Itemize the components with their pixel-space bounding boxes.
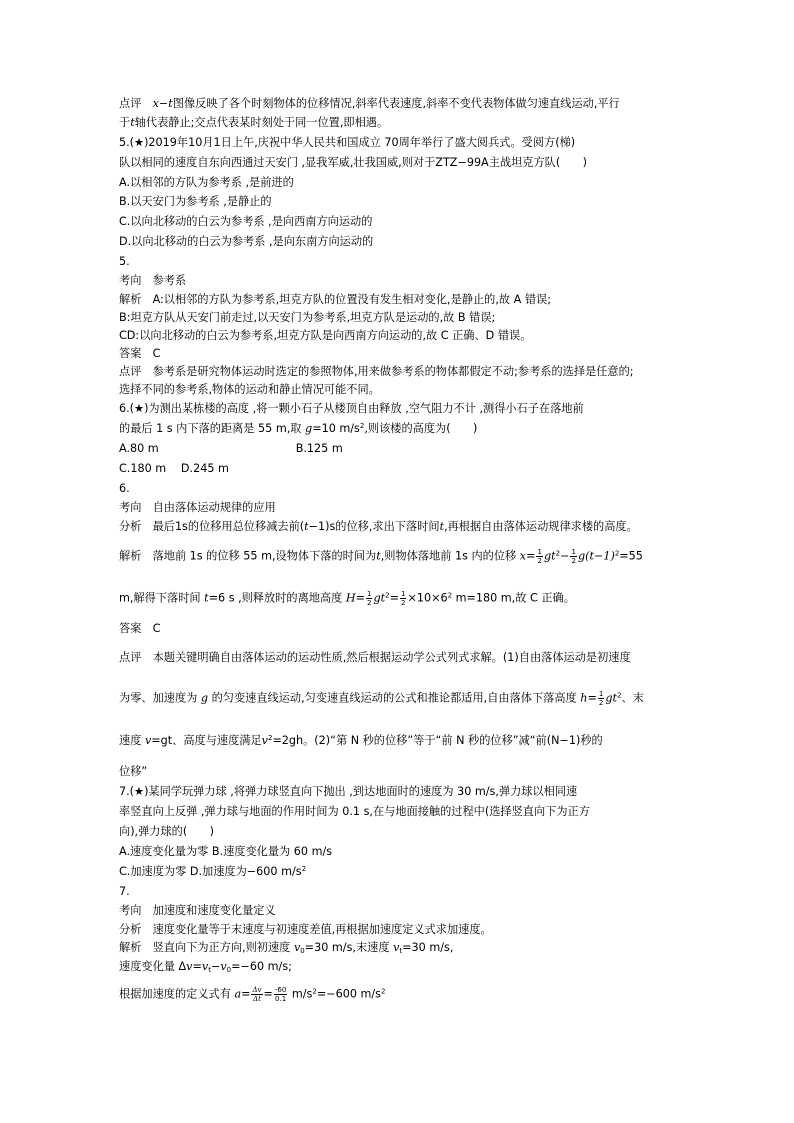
superscript: 2 xyxy=(312,987,317,996)
fraction: $\frac{\Delta v}{\Delta t}$ xyxy=(252,986,262,1003)
question-7-stem-2: 率竖直向上反弹 ,弹力球与地面的作用时间为 0.1 s,在与地面接触的过程中(选择竖直向下为正方 xyxy=(119,805,590,818)
answer-6-comment-2 xyxy=(119,690,644,707)
math: v xyxy=(201,960,209,973)
question-7-stem-3: 向),弹力球的( ) xyxy=(119,825,214,838)
text: m=180 m,故 C 正确。 xyxy=(452,591,575,605)
math: (t−1) xyxy=(585,549,615,563)
answer-6-comment-4: 位移” xyxy=(119,765,148,778)
math: g xyxy=(577,549,586,563)
math: H xyxy=(345,591,356,605)
math: v xyxy=(393,941,400,954)
text: 的最后 1 s 内下落的距离是 55 m,取 xyxy=(119,422,306,435)
question-6-stem-1: 6.(★)为测出某栋楼的高度 ,将一颗小石子从楼顶自由释放 ,空气阻力不计 ,测得小石子在落地前 xyxy=(119,402,584,415)
comment-line-1 xyxy=(119,96,620,112)
answer-6-topic: 考向 自由落体运动规律的应用 xyxy=(119,501,276,514)
question-7-options-ab: A.速度变化量为零 B.速度变化量为 60 m/s xyxy=(119,845,333,858)
fraction: $\frac{1}{2}$ xyxy=(598,690,604,707)
math: t xyxy=(130,116,135,129)
question-5-stem-2: 队以相同的速度自东向西通过天安门 ,显我军威,壮我国威,则对于ZTZ−99A主战坦克方队( ) xyxy=(119,156,587,169)
math: v xyxy=(293,941,301,954)
answer-6-number: 6. xyxy=(119,482,130,495)
text: 解析 落地前 1s 的位移 55 m,设物体下落的时间为 xyxy=(119,549,377,563)
text: −1)s的位移,求出下落时间 xyxy=(308,520,440,533)
math: gt xyxy=(605,691,618,705)
text: =gt、高度与速度满足 xyxy=(151,734,262,747)
math: t xyxy=(439,520,445,533)
math: a xyxy=(234,987,242,1001)
math: v xyxy=(220,960,227,973)
answer-6-solution-1 xyxy=(119,548,643,565)
question-7-options-cd xyxy=(119,864,306,880)
text: 轴代表静止;交点代表某时刻处于同一位置,即相遇。 xyxy=(134,116,389,129)
fraction: $\frac{1}{2}$ xyxy=(401,590,406,607)
text: = xyxy=(355,591,366,605)
math: t xyxy=(304,520,309,533)
question-5-option-b: B.以天安门为参考系 ,是静止的 xyxy=(119,195,272,208)
text: m,解得下落时间 xyxy=(119,591,205,605)
superscript: 2 xyxy=(359,422,365,430)
text: C.加速度为零 D.加速度为−600 m/s xyxy=(119,865,302,878)
question-6-options-cd: C.180 m D.245 m xyxy=(119,462,229,475)
question-5-option-c: C.以向北移动的白云为参考系 ,是向西南方向运动的 xyxy=(119,215,373,228)
math: gt xyxy=(543,549,556,563)
question-5-stem-1: 5.(★)2019年10月1日上午,庆祝中华人民共和国成立 70周年举行了盛大阅兵式。受阅方(梯) xyxy=(119,136,576,149)
question-7-stem-1: 7.(★)某同学玩弹力球 ,将弹力球竖直向下抛出 ,到达地面时的速度为 30 m/s,弹力球以相同速 xyxy=(119,785,578,798)
answer-7-topic: 考向 加速度和速度变化量定义 xyxy=(119,904,276,917)
text: =2gh。(2)“第 N 秒的位移”等于“前 N 秒的位移”减“前(N−1)秒的 xyxy=(272,734,603,747)
text: m/s xyxy=(288,987,313,1001)
text: 速度 xyxy=(119,734,145,747)
math: h xyxy=(580,691,588,705)
text: 分析 最后1s的位移用总位移减去前( xyxy=(119,520,305,533)
text: 为零、加速度为 xyxy=(119,691,201,705)
answer-5-number: 5. xyxy=(119,255,130,268)
superscript: 2 xyxy=(385,591,390,600)
text: ,则该楼的高度为( ) xyxy=(364,422,478,435)
superscript: 2 xyxy=(617,691,622,700)
fraction: $\frac{1}{2}$ xyxy=(537,548,542,565)
math: t xyxy=(376,549,381,563)
comment-line-2 xyxy=(119,115,388,131)
math: t xyxy=(204,591,209,605)
text: 于 xyxy=(119,116,131,129)
text: 的匀变速直线运动,匀变速直线运动的公式和推论都适用,自由落体下落高度 xyxy=(208,691,581,705)
subscript: t xyxy=(208,966,211,974)
text: − xyxy=(560,549,570,563)
text: ,再根据自由落体运动规律求楼的高度。 xyxy=(444,520,638,533)
fraction: $\frac{1}{2}$ xyxy=(367,590,372,607)
math: v xyxy=(186,960,193,973)
answer-7-solution-2 xyxy=(119,959,292,975)
answer-5-comment-2: 选择不同的参考系,物体的运动和静止情况可能不同。 xyxy=(119,383,380,396)
answer-6-answer: 答案 C xyxy=(119,622,161,635)
subscript: 0 xyxy=(226,966,232,974)
answer-7-solution-3 xyxy=(119,986,385,1003)
answer-7-analysis: 分析 速度变化量等于末速度与初速度差值,再根据加速度定义式求加速度。 xyxy=(119,923,492,936)
label: 点评 xyxy=(119,97,153,110)
math: g xyxy=(305,422,313,435)
text: 解析 竖直向下为正方向,则初速度 xyxy=(119,941,294,954)
answer-7-solution-1 xyxy=(119,940,453,956)
option-a: A.80 m xyxy=(119,442,159,455)
text: =30 m/s,末速度 xyxy=(304,941,394,954)
question-6-stem-2 xyxy=(119,421,477,437)
text: = xyxy=(263,987,273,1001)
text: =55 xyxy=(619,549,643,563)
answer-5-topic: 考向 参考系 xyxy=(119,274,187,287)
superscript: 2 xyxy=(267,734,273,742)
fraction: $\frac{-60}{0.1}$ xyxy=(274,986,287,1003)
text: − xyxy=(210,960,221,973)
fraction: $\frac{1}{2}$ xyxy=(571,548,576,565)
math: x xyxy=(519,549,527,563)
subscript: 0 xyxy=(300,947,305,955)
question-5-option-a: A.以相邻的方队为参考系 ,是前进的 xyxy=(119,176,294,189)
answer-5-comment-1: 点评 参考系是研究物体运动时选定的参照物体,用来做参考系的物体都假定不动;参考系的选择是任意的; xyxy=(119,365,634,378)
answer-6-comment-3 xyxy=(119,733,603,749)
text: =6 s ,则释放时的离地高度 xyxy=(208,591,346,605)
text: 图像反映了各个时刻物体的位移情况,斜率代表速度,斜率不变代表物体做匀速直线运动,平行 xyxy=(172,97,620,110)
answer-7-number: 7. xyxy=(119,885,130,898)
text: ×10×6 xyxy=(407,591,448,605)
superscript: 2 xyxy=(301,865,307,873)
text: = xyxy=(192,960,202,973)
option-b: B.125 m xyxy=(295,442,343,455)
superscript: 2 xyxy=(447,591,453,600)
text: =−600 m/s xyxy=(316,987,381,1001)
text: =−60 m/s; xyxy=(231,960,292,973)
answer-5-analysis-2: B:坦克方队从天安门前走过,以天安门为参考系,坦克方队是运动的,故 B 错误; xyxy=(119,311,496,324)
text: ,则物体落地前 1s 内的位移 xyxy=(380,549,520,563)
superscript: 2 xyxy=(555,549,561,558)
superscript: 2 xyxy=(381,987,386,996)
math: v xyxy=(261,734,268,747)
subscript: t xyxy=(399,947,403,955)
text: 、末 xyxy=(621,691,644,705)
answer-6-comment-1: 点评 本题关键明确自由落体运动的运动性质,然后根据运动学公式列式求解。(1)自由落体运动是初速度 xyxy=(119,651,631,664)
math: g xyxy=(200,691,209,705)
text: 速度变化量 Δ xyxy=(119,960,187,973)
answer-6-solution-2 xyxy=(119,590,575,607)
text: 根据加速度的定义式有 xyxy=(119,987,235,1001)
math: v xyxy=(144,734,152,747)
answer-6-analysis xyxy=(119,519,638,535)
text: =10 m/s xyxy=(312,422,360,435)
answer-5-analysis-3: CD:以向北移动的白云为参考系,坦克方队是向西南方向运动的,故 C 正确、D 错误。 xyxy=(119,329,532,342)
question-6-options-ab xyxy=(119,441,343,457)
text: = xyxy=(526,549,536,563)
text: =30 m/s, xyxy=(402,941,454,954)
math: gt xyxy=(373,591,386,605)
answer-5-analysis-1: 解析 A:以相邻的方队为参考系,坦克方队的位置没有发生相对变化,是静止的,故 A 错误; xyxy=(119,293,551,306)
text: = xyxy=(241,987,251,1001)
superscript: 2 xyxy=(614,549,620,558)
math: x−t xyxy=(152,97,173,110)
text: = xyxy=(389,591,399,605)
answer-5-answer: 答案 C xyxy=(119,347,161,360)
text: = xyxy=(587,691,597,705)
question-5-option-d: D.以向北移动的白云为参考系 ,是向东南方向运动的 xyxy=(119,235,374,248)
